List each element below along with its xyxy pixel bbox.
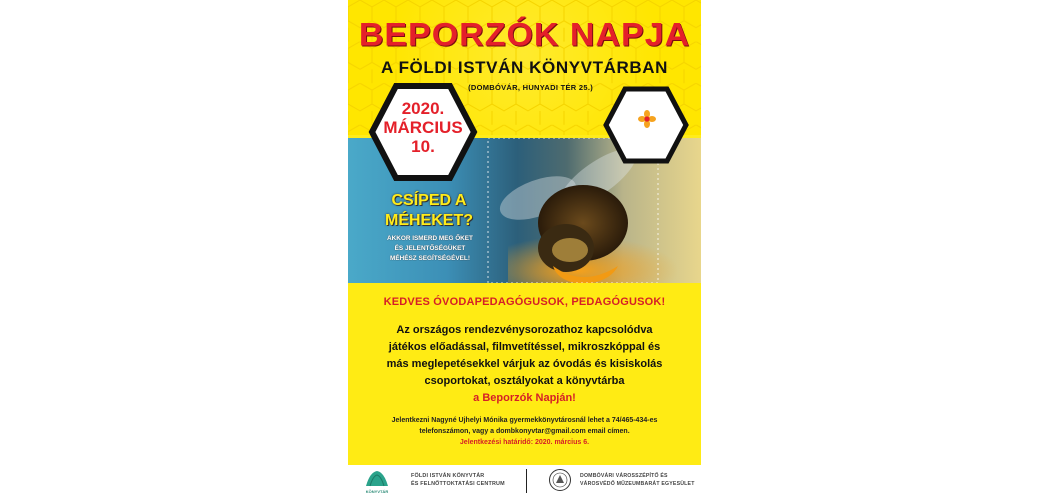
question-sub-1: AKKOR ISMERD MEG ŐKET — [387, 235, 473, 242]
body-line-3: más meglepetésekkel várjuk az óvodás és kisiskolás — [386, 358, 663, 370]
question-line-2: MÉHEKET? — [385, 212, 473, 229]
question-sub-3: MÉHÉSZ SEGÍTSÉGÉVEL! — [390, 255, 470, 262]
library-name-line-2: ÉS FELNŐTTOKTATÁSI CENTRUM — [411, 481, 505, 487]
date-month: MÁRCIUS — [383, 118, 463, 137]
library-name-line-1: FÖLDI ISTVÁN KÖNYVTÁR — [411, 473, 485, 479]
association-name — [580, 472, 698, 488]
registration-note — [358, 415, 691, 448]
registration-deadline: Jelentkezési határidő: 2020. március 6. — [459, 439, 590, 446]
bee-question — [354, 191, 504, 231]
event-poster — [348, 0, 701, 500]
date-day: 10. — [411, 137, 435, 156]
note-line-2: telefonszámon, vagy a dombkonyvtar@gmail.com email címen. — [419, 428, 630, 435]
question-line-1: CSÍPED A — [391, 192, 467, 209]
library-logo-label: KÖNYVTÁR — [365, 489, 389, 494]
association-name-line-1: DOMBÓVÁRI VÁROSSZÉPÍTŐ ÉS — [580, 473, 668, 479]
association-seal-icon — [548, 468, 572, 492]
association-name-line-2: VÁROSVÉDŐ MŰZEUMBARÁT EGYESÜLET — [580, 481, 695, 487]
body-line-5: a Beporzók Napján! — [473, 392, 576, 404]
poster-footer — [348, 465, 701, 500]
body-line-1: Az országos rendezvénysorozathoz kapcsolódva — [396, 324, 653, 336]
date-year: 2020. — [401, 99, 445, 118]
library-logo-icon — [364, 468, 390, 488]
footer-divider — [526, 469, 527, 493]
poster-title: BEPORZÓK NAPJA — [358, 16, 691, 54]
greeting-heading: KEDVES ÓVODAPEDAGÓGUSOK, PEDAGÓGUSOK! — [383, 296, 666, 308]
question-sub-2: ÉS JELENTŐSÉGÜKET — [394, 245, 466, 252]
event-date — [368, 99, 478, 156]
flower-icon — [638, 110, 656, 128]
question-subtext — [356, 234, 504, 264]
poster-address: (DOMBÓVÁR, HUNYADI TÉR 25.) — [468, 83, 593, 92]
note-line-1: Jelentkezni Nagyné Ujhelyi Mónika gyermekkönyvtárosnál lehet a 74/465-434-es — [391, 417, 658, 424]
poster-subtitle: A FÖLDI ISTVÁN KÖNYVTÁRBAN — [381, 58, 668, 77]
body-line-4: csoportokat, osztályokat a könyvtárba — [424, 375, 625, 387]
library-name — [411, 472, 521, 488]
body-line-2: játékos előadással, filmvetítéssel, mikroszkóppal és — [388, 341, 661, 353]
invitation-text — [358, 322, 691, 407]
